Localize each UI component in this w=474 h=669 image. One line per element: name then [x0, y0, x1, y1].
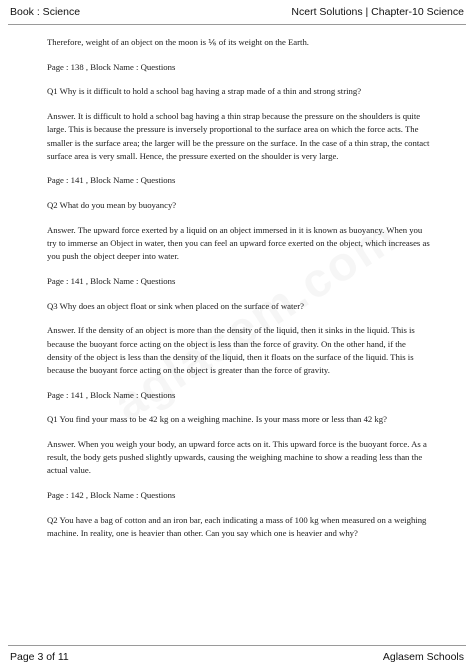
page-block-label: Page : 138 , Block Name : Questions	[47, 61, 176, 72]
page-content	[47, 36, 432, 552]
page-block-label: Page : 141 , Block Name : Questions	[47, 389, 176, 400]
question: Q2 You have a bag of cotton and an iron bar, each indicating a mass of 100 kg when measured on a weighing machine. In reality, one is heavier than other. Can you say which one is heavier and why?	[47, 514, 427, 539]
question: Q1 You find your mass to be 42 kg on a weighing machine. Is your mass more or less than 42 kg?	[47, 414, 387, 425]
answer: Answer. The upward force exerted by a liquid on an object immersed in it is known as buoyancy. When you try to immerse an Object in water, then you can feel an upward force exerted on the object, which increases as you push the object deeper into water.	[47, 224, 430, 262]
text-weight-on-moon: Therefore, weight of an object on the moon is ⅙ of its weight on the Earth.	[47, 37, 309, 47]
page-block-label: Page : 141 , Block Name : Questions	[47, 175, 176, 186]
question: Q1 Why is it difficult to hold a school bag having a strap made of a thin and strong string?	[47, 86, 362, 97]
question: Q3 Why does an object float or sink when placed on the surface of water?	[47, 300, 304, 311]
publisher-label: Aglasem Schools	[382, 651, 464, 663]
answer: Answer. If the density of an object is more than the density of the liquid, then it sinks in the liquid. This is because the buoyant force acting on the object is less than the force of gravity. On the other hand, if the density of the object is less than the density of the liquid, then it floats on the surface of the liquid. This is because the buoyant force acting on the object is greater than the force of gravity.	[47, 325, 415, 375]
book-label: Book : Science	[10, 6, 81, 18]
question: Q2 What do you mean by buoyancy?	[47, 200, 177, 211]
chapter-label: Ncert Solutions | Chapter-10 Science	[291, 6, 464, 18]
header-divider	[8, 24, 466, 25]
footer-divider	[8, 645, 466, 646]
page-number: Page 3 of 11	[10, 651, 69, 663]
page-block-label: Page : 142 , Block Name : Questions	[47, 490, 176, 501]
page-header	[0, 0, 474, 24]
page-footer	[0, 639, 474, 669]
answer: Answer. It is difficult to hold a school bag having a thin strap because the pressure on the shoulders is quite large. This is because the pressure is inversely proportional to the surface area on which the force acts. The smaller is the surface area; the larger will be the pressure on the surface. In the case of a thin strap, the contact surface area is very small. Hence, the pressure exerted on the shoulder is very large.	[47, 111, 430, 161]
answer: Answer. When you weigh your body, an upward force acts on it. This upward force is the buoyant force. As a result, the body gets pushed slightly upwards, causing the weighing machine to show a reading less than the actual value.	[47, 439, 427, 476]
page-block-label: Page : 141 , Block Name : Questions	[47, 275, 176, 286]
